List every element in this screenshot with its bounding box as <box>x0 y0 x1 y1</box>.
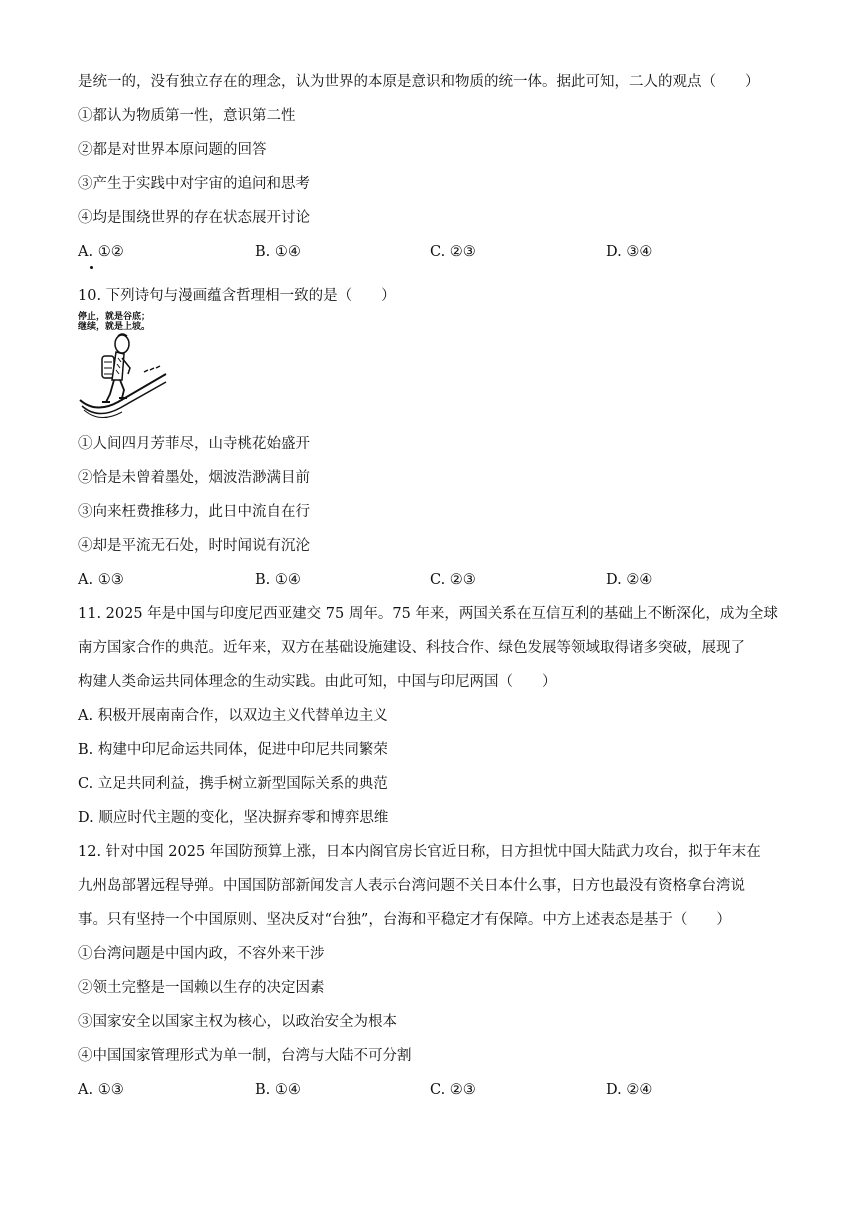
climbing-man-illustration <box>78 330 168 424</box>
q12-options <box>78 1080 778 1100</box>
q12-stem-line-3: 事。只有坚持一个中国原则、坚决反对“台独”，台海和平稳定才有保障。中方上述表态是基于（ ） <box>78 912 731 928</box>
q12-item-3: ③国家安全以国家主权为核心，以政治安全为根本 <box>78 1014 397 1030</box>
cartoon-caption-line-2: 继续，就是上坡。 <box>78 322 151 332</box>
q10-stem: 10. 下列诗句与漫画蕴含哲理相一致的是（ ） <box>78 288 396 304</box>
q12-item-4: ④中国国家管理形式为单一制，台湾与大陆不可分割 <box>78 1048 412 1064</box>
cartoon-figure <box>78 312 168 424</box>
q12-item-2: ②领土完整是一国赖以生存的决定因素 <box>78 980 325 996</box>
q10-item-4: ④却是平流无石处，时时闻说有沉沦 <box>78 538 310 554</box>
q10-item-2: ②恰是未曾着墨处，烟波浩渺满目前 <box>78 470 310 486</box>
q10-option-a[interactable]: A. ①③ <box>78 572 124 588</box>
q10-option-b[interactable]: B. ①④ <box>255 572 301 588</box>
q12-option-b[interactable]: B. ①④ <box>255 1082 301 1098</box>
q11-stem-line-2: 南方国家合作的典范。近年来，双方在基础设施建设、科技合作、绿色发展等领域取得诸多突破，展现了 <box>78 640 745 656</box>
q10-item-3: ③向来枉费推移力，此日中流自在行 <box>78 504 310 520</box>
q11-stem-line-1: 11. 2025 年是中国与印度尼西亚建交 75 周年。75 年来，两国关系在互信互利的基础上不断深化，成为全球 <box>78 606 778 622</box>
q10-option-d[interactable]: D. ②④ <box>606 572 653 588</box>
q12-stem-line-1: 12. 针对中国 2025 年国防预算上涨，日本内阁官房长官近日称，日方担忧中国大陆武力攻台，拟于年末在 <box>78 844 761 860</box>
q12-option-d[interactable]: D. ②④ <box>606 1082 653 1098</box>
q9-option-b[interactable]: B. ①④ <box>255 244 301 260</box>
q10-item-1: ①人间四月芳菲尽，山寺桃花始盛开 <box>78 436 310 452</box>
q9-item-3: ③产生于实践中对宇宙的追问和思考 <box>78 176 310 192</box>
q12-item-1: ①台湾问题是中国内政，不容外来干涉 <box>78 946 325 962</box>
q9-stem-tail: 是统一的，没有独立存在的理念，认为世界的本原是意识和物质的统一体。据此可知，二人的观点（ ） <box>78 74 760 90</box>
q9-option-c[interactable]: C. ②③ <box>430 244 476 260</box>
q11-option-d[interactable]: D. 顺应时代主题的变化，坚决摒弃零和博弈思维 <box>78 810 389 826</box>
cartoon-caption-line-1: 停止，就是谷底； <box>78 312 151 322</box>
q9-item-2: ②都是对世界本原问题的回答 <box>78 142 267 158</box>
q9-option-a[interactable]: A. ①② <box>78 244 124 260</box>
q11-option-a[interactable]: A. 积极开展南南合作，以双边主义代替单边主义 <box>78 708 388 724</box>
q11-option-c[interactable]: C. 立足共同利益，携手树立新型国际关系的典范 <box>78 776 388 792</box>
q11-option-b[interactable]: B. 构建中印尼命运共同体，促进中印尼共同繁荣 <box>78 742 388 758</box>
stray-dot-mark <box>90 266 93 269</box>
q12-option-a[interactable]: A. ①③ <box>78 1082 124 1098</box>
q9-item-4: ④均是围绕世界的存在状态展开讨论 <box>78 210 310 226</box>
q10-options <box>78 570 778 590</box>
q10-option-c[interactable]: C. ②③ <box>430 572 476 588</box>
cartoon-caption <box>78 312 150 332</box>
q12-option-c[interactable]: C. ②③ <box>430 1082 476 1098</box>
q9-option-d[interactable]: D. ③④ <box>606 244 653 260</box>
q9-item-1: ①都认为物质第一性，意识第二性 <box>78 108 296 124</box>
q12-stem-line-2: 九州岛部署远程导弹。中国国防部新闻发言人表示台湾问题不关日本什么事，日方也最没有资格拿台湾说 <box>78 878 745 894</box>
q11-stem-line-3: 构建人类命运共同体理念的生动实践。由此可知，中国与印尼两国（ ） <box>78 674 557 690</box>
q9-options <box>78 242 778 262</box>
